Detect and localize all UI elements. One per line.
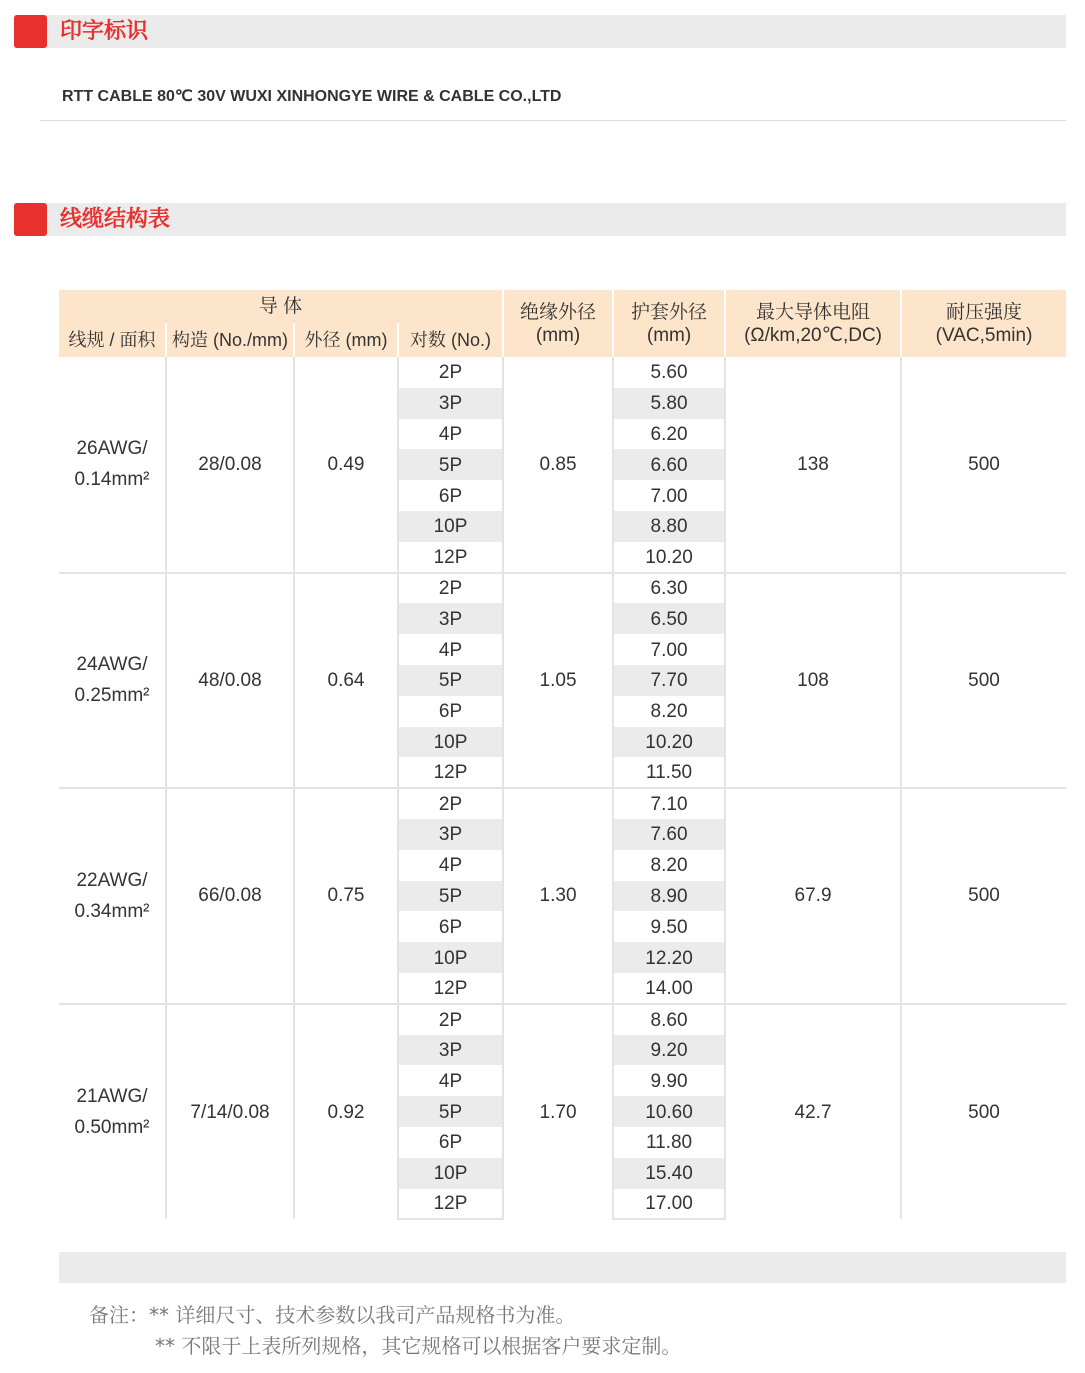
jacket-od-cell: 7.00 — [613, 480, 725, 511]
jacket-od-cell: 7.60 — [613, 819, 725, 850]
cable-marking-text: RTT CABLE 80℃ 30V WUXI XINHONGYE WIRE & CABLE CO.,LTD — [62, 88, 562, 105]
note-line-1: 备注：** 详细尺寸、技术参数以我司产品规格书为准。 — [89, 1303, 576, 1327]
gauge-cell: 22AWG/ 0.34mm² — [59, 788, 166, 1004]
pairs-cell: 10P — [398, 942, 503, 973]
jacket-od-cell: 6.20 — [613, 419, 725, 450]
header-jacket-od: 护套外径 (mm) — [613, 290, 725, 357]
conductor-od-cell: 0.49 — [294, 357, 398, 573]
pairs-cell: 12P — [398, 757, 503, 788]
pairs-cell: 12P — [398, 542, 503, 573]
jacket-od-cell: 8.90 — [613, 881, 725, 912]
pairs-cell: 2P — [398, 1004, 503, 1035]
pairs-cell: 6P — [398, 696, 503, 727]
construction-cell: 66/0.08 — [166, 788, 294, 1004]
pairs-cell: 4P — [398, 419, 503, 450]
conductor-od-cell: 0.64 — [294, 573, 398, 789]
pairs-cell: 2P — [398, 357, 503, 388]
insulation-od-cell: 1.30 — [503, 788, 613, 1004]
jacket-od-cell: 10.60 — [613, 1096, 725, 1127]
header-conductor-od: 外径 (mm) — [294, 323, 398, 357]
voltage-cell: 500 — [901, 573, 1066, 789]
pairs-cell: 5P — [398, 1096, 503, 1127]
section-marker-icon — [14, 203, 47, 236]
pairs-cell: 6P — [398, 480, 503, 511]
jacket-od-cell: 6.30 — [613, 573, 725, 604]
pairs-cell: 10P — [398, 1158, 503, 1189]
pairs-cell: 12P — [398, 1189, 503, 1220]
header-gauge: 线规 / 面积 — [59, 323, 166, 357]
insulation-od-cell: 1.05 — [503, 573, 613, 789]
pairs-cell: 3P — [398, 819, 503, 850]
jacket-od-cell: 11.80 — [613, 1127, 725, 1158]
pairs-cell: 10P — [398, 727, 503, 758]
pairs-cell: 2P — [398, 573, 503, 604]
jacket-od-cell: 6.60 — [613, 449, 725, 480]
section-title-structure: 线缆结构表 — [60, 207, 171, 232]
gauge-cell: 24AWG/ 0.25mm² — [59, 573, 166, 789]
construction-cell: 48/0.08 — [166, 573, 294, 789]
jacket-od-cell: 9.20 — [613, 1035, 725, 1066]
gauge-cell: 26AWG/ 0.14mm² — [59, 357, 166, 573]
section-marker-icon — [14, 15, 47, 48]
table-footer-bar — [59, 1252, 1066, 1283]
pairs-cell: 4P — [398, 850, 503, 881]
conductor-od-cell: 0.92 — [294, 1004, 398, 1220]
conductor-od-cell: 0.75 — [294, 788, 398, 1004]
jacket-od-cell: 9.50 — [613, 911, 725, 942]
jacket-od-cell: 7.70 — [613, 665, 725, 696]
jacket-od-cell: 8.80 — [613, 511, 725, 542]
pairs-cell: 10P — [398, 511, 503, 542]
pairs-cell: 3P — [398, 388, 503, 419]
insulation-od-cell: 1.70 — [503, 1004, 613, 1220]
notes — [89, 1300, 681, 1362]
voltage-cell: 500 — [901, 357, 1066, 573]
construction-cell: 28/0.08 — [166, 357, 294, 573]
jacket-od-cell: 12.20 — [613, 942, 725, 973]
pairs-cell: 4P — [398, 634, 503, 665]
pairs-cell: 4P — [398, 1065, 503, 1096]
voltage-cell: 500 — [901, 788, 1066, 1004]
jacket-od-cell: 9.90 — [613, 1065, 725, 1096]
table-row — [59, 573, 1066, 604]
resistance-cell: 67.9 — [725, 788, 901, 1004]
pairs-cell: 5P — [398, 881, 503, 912]
jacket-od-cell: 8.20 — [613, 850, 725, 881]
note-line-2: ** 不限于上表所列规格，其它规格可以根据客户要求定制。 — [155, 1334, 682, 1358]
table-row — [59, 1004, 1066, 1035]
header-insulation-od: 绝缘外径 (mm) — [503, 290, 613, 357]
header-max-resistance: 最大导体电阻 (Ω/km,20℃,DC) — [725, 290, 901, 357]
jacket-od-cell: 15.40 — [613, 1158, 725, 1189]
jacket-od-cell: 10.20 — [613, 542, 725, 573]
section-header-marking — [14, 15, 1066, 48]
voltage-cell: 500 — [901, 1004, 1066, 1220]
jacket-od-cell: 7.00 — [613, 634, 725, 665]
jacket-od-cell: 5.80 — [613, 388, 725, 419]
header-pairs: 对数 (No.) — [398, 323, 503, 357]
construction-cell: 7/14/0.08 — [166, 1004, 294, 1220]
divider — [40, 120, 1066, 121]
table-row — [59, 357, 1066, 388]
table-row — [59, 788, 1066, 819]
pairs-cell: 5P — [398, 449, 503, 480]
jacket-od-cell: 5.60 — [613, 357, 725, 388]
jacket-od-cell: 8.60 — [613, 1004, 725, 1035]
cable-structure-table — [59, 290, 1066, 1220]
jacket-od-cell: 7.10 — [613, 788, 725, 819]
pairs-cell: 2P — [398, 788, 503, 819]
section-header-structure — [14, 203, 1066, 236]
resistance-cell: 108 — [725, 573, 901, 789]
section-title-marking: 印字标识 — [60, 19, 149, 44]
pairs-cell: 5P — [398, 665, 503, 696]
header-conductor: 导 体 — [59, 290, 503, 323]
pairs-cell: 12P — [398, 973, 503, 1004]
pairs-cell: 6P — [398, 1127, 503, 1158]
gauge-cell: 21AWG/ 0.50mm² — [59, 1004, 166, 1220]
pairs-cell: 3P — [398, 603, 503, 634]
insulation-od-cell: 0.85 — [503, 357, 613, 573]
jacket-od-cell: 6.50 — [613, 603, 725, 634]
jacket-od-cell: 8.20 — [613, 696, 725, 727]
header-construction: 构造 (No./mm) — [166, 323, 294, 357]
jacket-od-cell: 11.50 — [613, 757, 725, 788]
pairs-cell: 6P — [398, 911, 503, 942]
header-voltage: 耐压强度 (VAC,5min) — [901, 290, 1066, 357]
jacket-od-cell: 17.00 — [613, 1189, 725, 1220]
resistance-cell: 42.7 — [725, 1004, 901, 1220]
jacket-od-cell: 10.20 — [613, 727, 725, 758]
jacket-od-cell: 14.00 — [613, 973, 725, 1004]
resistance-cell: 138 — [725, 357, 901, 573]
pairs-cell: 3P — [398, 1035, 503, 1066]
